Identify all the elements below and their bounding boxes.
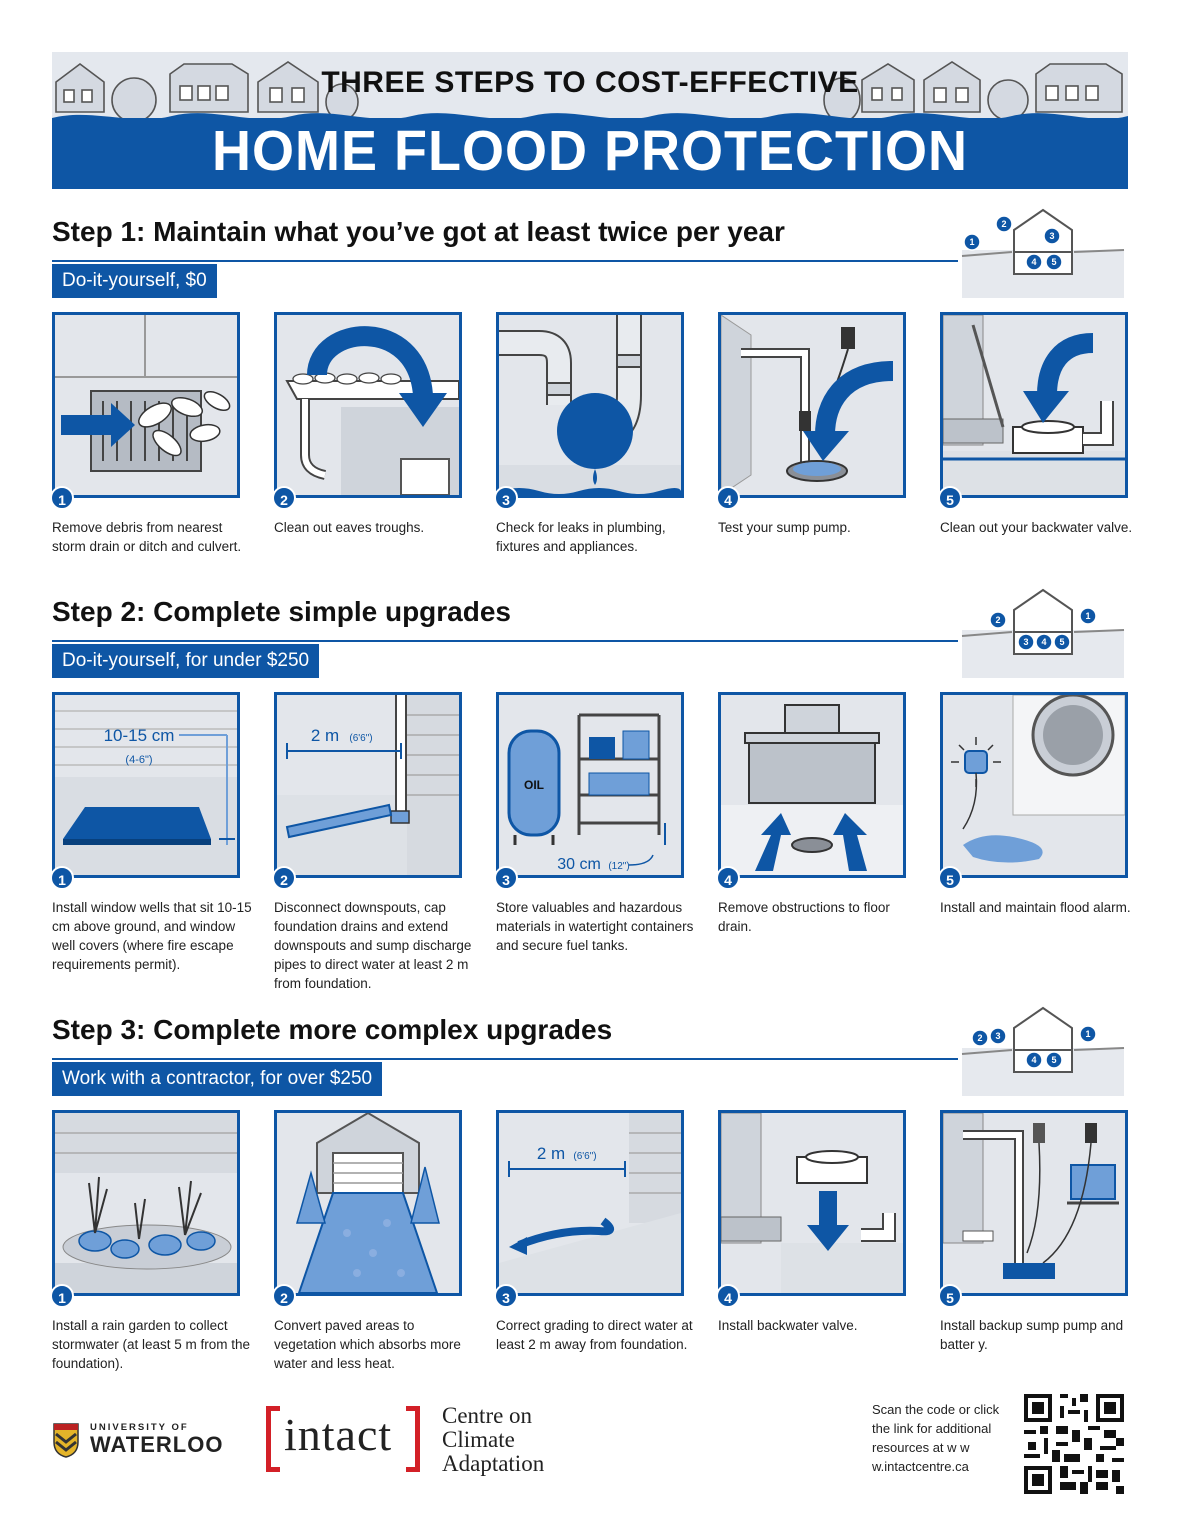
divider (52, 260, 958, 262)
floor-drain-icon (721, 695, 903, 875)
item-number-badge: 1 (50, 1284, 74, 1308)
illustration-panel (52, 312, 240, 498)
backwater-valve-icon (943, 315, 1125, 495)
window-well-icon (55, 695, 237, 875)
waterloo-crest-icon (52, 1422, 80, 1458)
illustration-panel (274, 312, 462, 498)
item-caption: Clean out eaves troughs. (274, 520, 425, 535)
item-number-badge: 5 (938, 1284, 962, 1308)
tank-label: OIL (524, 778, 544, 792)
item-caption: Install a rain garden to collect stormwater (at least 5 m from the foundation). (52, 1318, 251, 1371)
measurement-sublabel: (6'6") (573, 1151, 597, 1162)
banner-subtitle: THREE STEPS TO COST-EFFECTIVE (321, 66, 859, 99)
illustration-panel (718, 692, 906, 878)
item-number-badge: 4 (716, 486, 740, 510)
divider (52, 640, 958, 642)
item-number-badge: 3 (494, 866, 518, 890)
illustration-panel (940, 312, 1128, 498)
uw-small-text: UNIVERSITY OF (90, 1422, 189, 1433)
qr-instructions: Scan the code or click the link for additional resources at w w w.intactcentre.ca (872, 1402, 1000, 1474)
banner-title: HOME FLOOD PROTECTION (212, 119, 968, 183)
illustration-panel (496, 1110, 684, 1296)
university-of-waterloo-logo[interactable] (52, 1418, 232, 1468)
step-heading: Step 2: Complete simple upgrades (52, 596, 511, 627)
house-locator-icon (958, 206, 1128, 298)
marker-label: 5 (1059, 637, 1065, 647)
grading-icon (499, 1113, 681, 1293)
item-caption: Clean out your backwater valve. (940, 520, 1133, 535)
flood-alarm-icon (943, 695, 1125, 875)
item-number-badge: 3 (494, 486, 518, 510)
measurement-label: 2 m (310, 726, 340, 745)
measurement-sublabel: (4-6") (125, 754, 153, 766)
right-bracket-icon (406, 1406, 420, 1472)
marker-label: 4 (1041, 637, 1047, 647)
item-number-badge: 1 (50, 866, 74, 890)
storm-drain-icon (55, 315, 237, 495)
illustration-panel (496, 312, 684, 498)
centre-name: Centre on Climate Adaptation (442, 1403, 545, 1476)
step-heading: Step 3: Complete more complex upgrades (52, 1014, 613, 1045)
house-locator-icon (958, 1004, 1128, 1096)
measurement-label: 2 m (536, 1144, 566, 1163)
rain-garden-icon (55, 1113, 237, 1293)
illustration-panel (940, 692, 1128, 878)
marker-label: 4 (1031, 1055, 1037, 1065)
illustration-panel (940, 1110, 1128, 1296)
illustration-panel (718, 1110, 906, 1296)
item-caption: Test your sump pump. (718, 520, 851, 535)
item-number-badge: 3 (494, 1284, 518, 1308)
cost-tag: Work with a contractor, for over $250 (52, 1062, 382, 1096)
qr-code-icon[interactable] (1024, 1394, 1124, 1494)
item-number-badge: 2 (272, 866, 296, 890)
marker-label: 5 (1051, 1055, 1057, 1065)
illustration-panel (52, 692, 240, 878)
eavestrough-icon (277, 315, 459, 495)
storage-shelf-icon (499, 695, 681, 875)
item-caption: Install and maintain flood alarm. (940, 900, 1131, 915)
intact-centre-logo[interactable] (266, 1403, 566, 1476)
intact-wordmark: intact (284, 1409, 393, 1460)
plumbing-leak-icon (499, 315, 681, 495)
marker-label: 2 (995, 615, 1001, 625)
marker-label: 1 (1085, 611, 1091, 621)
item-number-badge: 5 (938, 486, 962, 510)
house-locator-icon (958, 586, 1128, 678)
measurement-label: 10-15 cm (103, 726, 175, 745)
illustration-panel (496, 692, 684, 878)
divider (52, 1058, 958, 1060)
item-caption: Remove obstructions to floor drain. (718, 900, 890, 934)
footer (52, 1392, 1128, 1492)
cost-tag: Do-it-yourself, for under $250 (52, 644, 319, 678)
item-caption: Install window wells that sit 10-15 cm above ground, and window well covers (where fire escape requirements permit). (52, 900, 252, 972)
uw-wordmark: WATERLOO (90, 1432, 224, 1457)
left-bracket-icon (266, 1406, 280, 1472)
item-caption: Disconnect downspouts, cap foundation drains and extend downspouts and sump discharge pipes to direct water at least 2 m from foundation. (274, 900, 472, 991)
marker-label: 1 (969, 237, 975, 247)
item-number-badge: 1 (50, 486, 74, 510)
header-banner (52, 52, 1128, 189)
item-number-badge: 5 (938, 866, 962, 890)
item-caption: Remove debris from nearest storm drain or ditch and culvert. (52, 520, 242, 554)
downspout-icon (277, 695, 459, 875)
measurement-sublabel: (12") (608, 861, 630, 872)
step-heading: Step 1: Maintain what you’ve got at least twice per year (52, 216, 785, 247)
item-number-badge: 2 (272, 486, 296, 510)
marker-label: 3 (1049, 231, 1055, 241)
sump-pump-icon (721, 315, 903, 495)
item-caption: Install backwater valve. (718, 1318, 858, 1333)
measurement-sublabel: (6'6") (349, 733, 373, 744)
marker-label: 5 (1051, 257, 1057, 267)
backup-pump-icon (943, 1113, 1125, 1293)
marker-label: 2 (1001, 219, 1007, 229)
cost-tag: Do-it-yourself, $0 (52, 264, 217, 298)
item-number-badge: 2 (272, 1284, 296, 1308)
illustration-panel (274, 1110, 462, 1296)
marker-label: 3 (995, 1031, 1001, 1041)
marker-label: 1 (1085, 1029, 1091, 1039)
item-caption: Correct grading to direct water at least 2 m away from foundation. (496, 1318, 693, 1352)
marker-label: 4 (1031, 257, 1037, 267)
illustration-panel (274, 692, 462, 878)
illustration-panel (718, 312, 906, 498)
measurement-label: 30 cm (557, 856, 601, 873)
item-number-badge: 4 (716, 866, 740, 890)
driveway-icon (277, 1113, 459, 1293)
illustration-panel (52, 1110, 240, 1296)
item-number-badge: 4 (716, 1284, 740, 1308)
item-caption: Convert paved areas to vegetation which absorbs more water and less heat. (274, 1318, 461, 1371)
item-caption: Check for leaks in plumbing, fixtures and appliances. (496, 520, 666, 554)
marker-label: 3 (1023, 637, 1029, 647)
item-caption: Store valuables and hazardous materials in watertight containers and secure fuel tanks. (496, 900, 694, 953)
install-valve-icon (721, 1113, 903, 1293)
marker-label: 2 (977, 1033, 983, 1043)
item-caption: Install backup sump pump and batter y. (940, 1318, 1124, 1352)
